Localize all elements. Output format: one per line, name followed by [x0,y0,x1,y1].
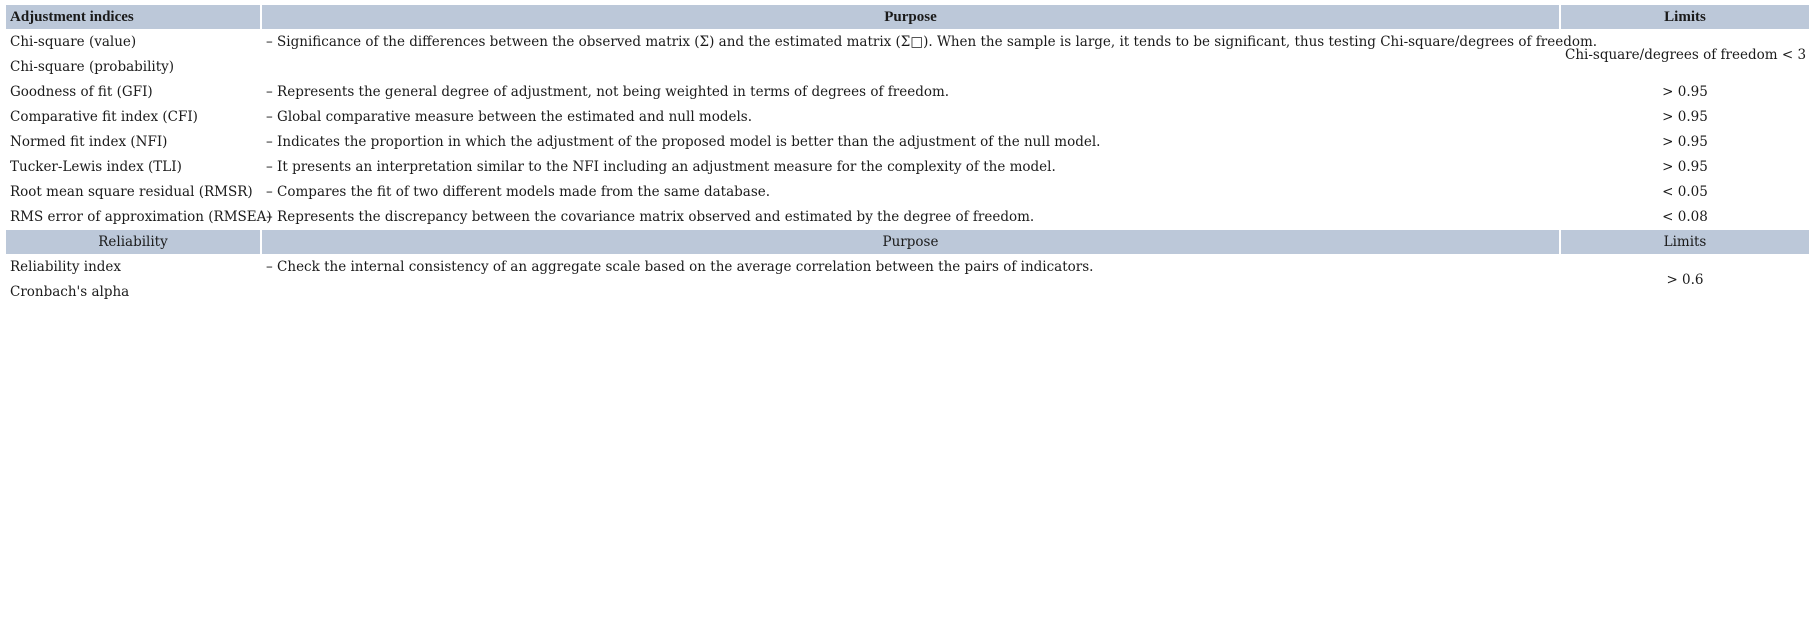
limit-value: Chi-square/degrees of freedom < 3 [1565,46,1807,63]
header-adjustment-indices: Adjustment indices [6,5,260,30]
limit-value: > 0.6 [1666,271,1704,288]
limit-value: > 0.95 [1662,159,1708,175]
header-reliability: Reliability [6,230,260,255]
table-row [6,30,1809,55]
table-row [6,105,1809,130]
index-name: Tucker-Lewis index (TLI) [10,159,182,175]
index-name: RMS error of approximation (RMSEA) [10,209,272,225]
index-name: Chi-square (value) [10,34,137,50]
limit-value: < 0.05 [1662,184,1708,200]
limit-value: < 0.08 [1662,209,1708,225]
purpose-text: – Check the internal consistency of an aggregate scale based on the average correlation between the pairs of indicators. [266,259,1094,275]
purpose-text: – Compares the fit of two different models made from the same database. [266,184,771,200]
table-header-row [6,5,1809,30]
header-purpose: Purpose [262,5,1559,30]
purpose-text: – Indicates the proportion in which the adjustment of the proposed model is better than the adjustment of the null model. [266,134,1101,150]
table-row [6,155,1809,180]
purpose-text: – Significance of the differences between the observed matrix (Σ) and the estimated matrix (Σ□). When the sample is large, it tends to be significant, thus testing Chi-square/degrees of freedom. [266,34,1598,50]
header-limits: Limits [1561,5,1809,30]
index-name: Root mean square residual (RMSR) [10,184,253,200]
index-name: Comparative fit index (CFI) [10,109,198,125]
limit-value: > 0.95 [1662,109,1708,125]
fit-indices-table [4,5,1811,305]
index-name: Goodness of fit (GFI) [10,84,153,100]
header-limits-reliability: Limits [1561,230,1809,255]
purpose-text: – Represents the general degree of adjustment, not being weighted in terms of degrees of freedom. [266,84,950,100]
index-name: Reliability index [10,259,122,275]
header-purpose-reliability: Purpose [262,230,1559,255]
index-name: Normed fit index (NFI) [10,134,168,150]
purpose-text: – Represents the discrepancy between the covariance matrix observed and estimated by the degree of freedom. [266,209,1035,225]
limit-value: > 0.95 [1662,84,1708,100]
index-name: Cronbach's alpha [10,284,130,300]
purpose-text: – It presents an interpretation similar to the NFI including an adjustment measure for the complexity of the model. [266,159,1056,175]
table-row [6,130,1809,155]
index-name: Chi-square (probability) [10,59,175,75]
reliability-header-row [6,230,1809,255]
table-row [6,180,1809,205]
table-row [6,255,1809,280]
table-row [6,80,1809,105]
table-row [6,205,1809,230]
purpose-text: – Global comparative measure between the estimated and null models. [266,109,753,125]
limit-value: > 0.95 [1662,134,1708,150]
